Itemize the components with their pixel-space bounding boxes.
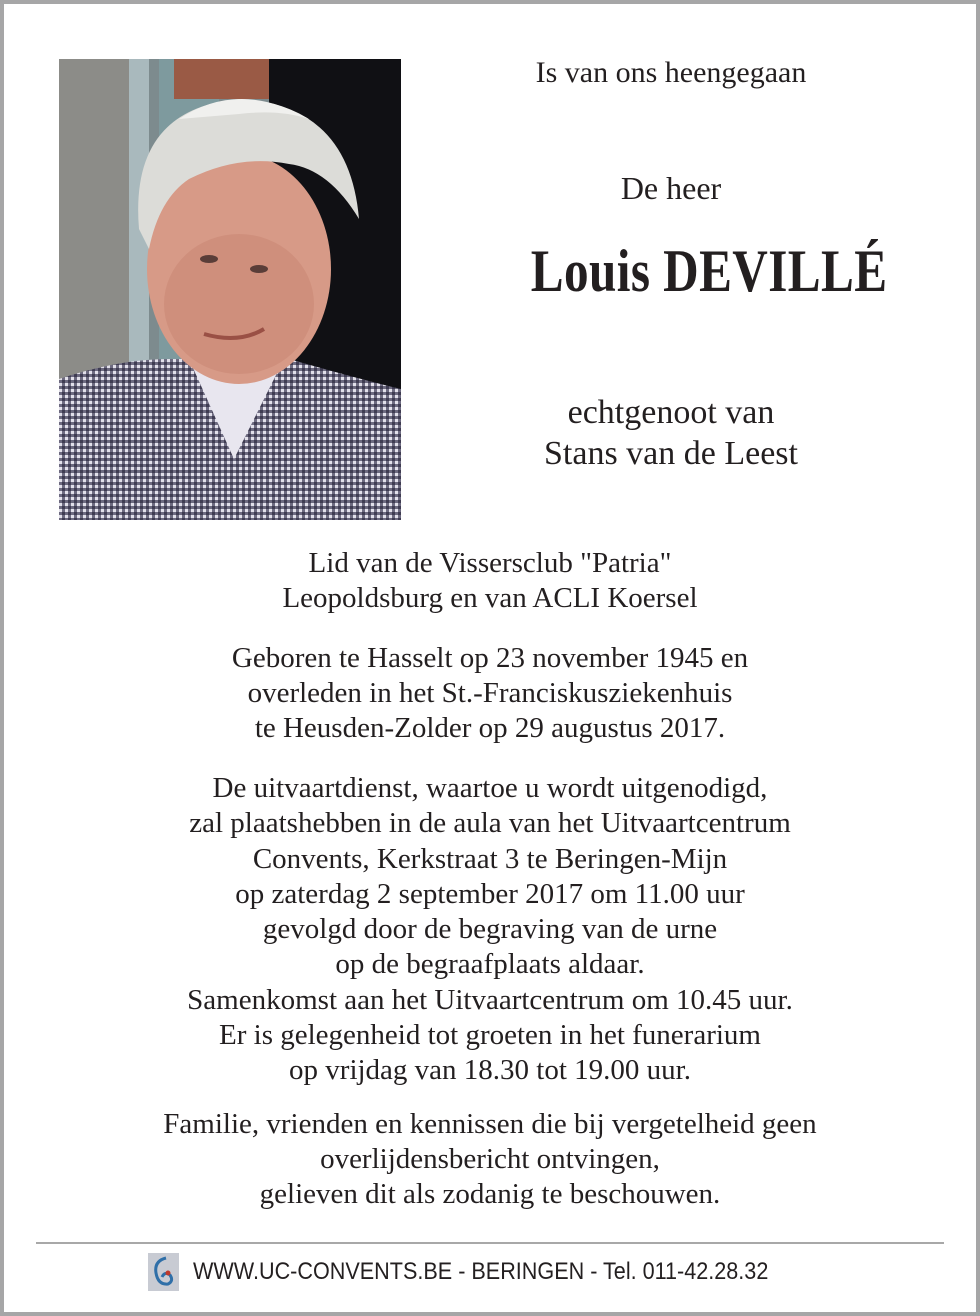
text-line: op de begraafplaats aldaar. xyxy=(335,948,645,981)
deceased-name: Louis DEVILLÉ xyxy=(530,238,888,304)
intro-text: Is van ons heengegaan xyxy=(535,56,807,89)
funeral-paragraph xyxy=(40,771,940,1089)
footer-divider xyxy=(36,1242,944,1244)
text-line: Lid van de Vissersclub "Patria" xyxy=(308,547,672,579)
honorific: De heer xyxy=(620,170,722,206)
text-line: zal plaatshebben in de aula van het Uitvaartcentrum xyxy=(189,807,791,840)
text-line: gelieven dit als zodanig te beschouwen. xyxy=(259,1178,721,1210)
text-line: Geboren te Hasselt op 23 november 1945 en xyxy=(231,642,749,674)
deceased-name-wrap xyxy=(500,237,888,306)
closing-paragraph xyxy=(40,1107,940,1212)
text-line: Familie, vrienden en kennissen die bij vergetelheid geen xyxy=(163,1108,817,1140)
birth-death-paragraph xyxy=(40,641,940,746)
text-line: op zaterdag 2 september 2017 om 11.00 uur xyxy=(235,877,745,910)
portrait-photo xyxy=(59,59,401,520)
membership-paragraph xyxy=(40,546,940,616)
text-line: gevolgd door de begraving van de urne xyxy=(262,913,718,946)
text-line: overleden in het St.-Franciskusziekenhuis xyxy=(247,677,733,709)
relation-label: echtgenoot van xyxy=(567,394,775,431)
uitvaartcentrum-logo-icon xyxy=(148,1253,179,1291)
text-line: overlijdensbericht ontvingen, xyxy=(320,1143,660,1175)
text-line: Convents, Kerkstraat 3 te Beringen-Mijn xyxy=(252,842,728,875)
text-line: De uitvaartdienst, waartoe u wordt uitgenodigd, xyxy=(212,772,768,804)
text-line: Er is gelegenheid tot groeten in het funerarium xyxy=(219,1019,761,1052)
spouse-name: Stans van de Leest xyxy=(544,435,798,472)
footer-contact: WWW.UC-CONVENTS.BE - BERINGEN - Tel. 011-42.28.32 xyxy=(193,1258,769,1285)
text-line: op vrijdag van 18.30 tot 19.00 uur. xyxy=(289,1054,691,1087)
text-line: Leopoldsburg en van ACLI Koersel xyxy=(282,582,698,614)
text-line: te Heusden-Zolder op 29 augustus 2017. xyxy=(254,712,726,744)
footer xyxy=(148,1253,832,1291)
text-line: Samenkomst aan het Uitvaartcentrum om 10.45 uur. xyxy=(187,983,793,1016)
spouse-block xyxy=(500,392,842,474)
